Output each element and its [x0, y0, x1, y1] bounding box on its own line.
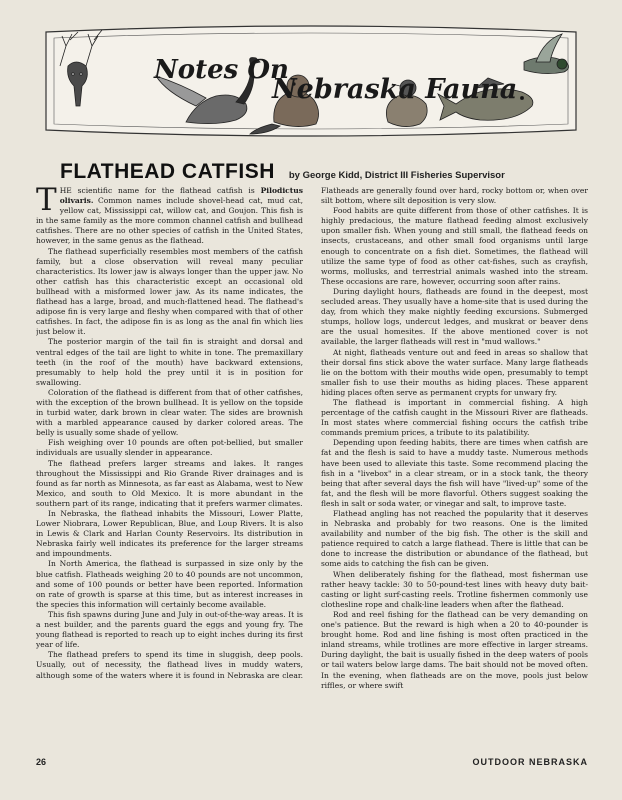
- article-paragraph: Food habits are quite different from those of other catfishes. It is highly predacious, the mature flathead feeding almost exclusively upon smaller fish. When young and still small, the flathead feeds on insects, crustaceans, and other small food organisms until large enough to concentrate on a fish diet. Sometimes, the flathead will utilize the same type of food as other cat-fishes, such as crayfish, worms, mollusks, and terrestrial animals washed into the stream. These occasions are rare, however, occurring soon after rains.: [321, 206, 588, 286]
- article-paragraph: Depending upon feeding habits, there are times when catfish are fat and the flesh is said to have a muddy taste. Numerous methods have been used to alleviate this taste. Some recommend placing the fish in a "livebox" in a clear stream, or in a stock tank, the theory being that after several days the fish will have "lived-up" some of the fat, and the flesh will be more flavorful. Others suggest soaking the flesh in salt or soda water, or vinegar and salt, to improve taste.: [321, 438, 588, 508]
- scientific-name: Pilodictus olivaris.: [59, 186, 303, 206]
- article-paragraph: The posterior margin of the tail fin is straight and dorsal and ventral edges of the tail are light to white in tone. The premaxillary teeth (in the roof of the mouth) have backward extensions, presumably to help hold the prey until it is in position for swallowing.: [36, 337, 303, 387]
- article-paragraph: At night, flatheads venture out and feed in areas so shallow that their dorsal fins stick above the water surface. Many large flatheads lie on the bottom with their mouths wide open, presumably to tempt smaller fish to use their mouths as hiding places. These apparent hiding places often serve as permanent crypts for unwary fry.: [321, 347, 588, 397]
- article-body: [36, 186, 588, 750]
- article-paragraph: THE scientific name for the flathead catfish is Pilodictus olivaris. Common names include shovel-head cat, mud cat, yellow cat, Mississippi cat, willow cat, and Goujon. This fish is in the same family as the more common channel catfish and bullhead catfishes. There are no other species of catfish in the United States, however, in the same genus as the flathead.: [36, 186, 303, 246]
- article-header: [60, 160, 580, 184]
- article-paragraph: This fish spawns during June and July in out-of-the-way areas. It is a nest builder, and the parents guard the eggs and young fry. The young flathead is reported to reach up to eight inches during its first year of life.: [36, 609, 303, 650]
- article-paragraph: Flathead angling has not reached the popularity that it deserves in Nebraska and probably for two reasons. One is the limited availability and number of the big fish. The other is the skill and patience required to catch a large flathead. There is little that can be done to increase the distribution or abundance of the flathead, but some aids to catching the fish can be given.: [321, 509, 588, 569]
- banner-title-part2: Nebraska Fauna: [272, 74, 518, 105]
- article-paragraph: In Nebraska, the flathead inhabits the Missouri, Lower Platte, Lower Niobrara, Lower Republican, Blue, and Loup Rivers. It is also in Lewis & Clark and Harlan County Reservoirs. Its distribution in Nebraska fairly well indicates its preference for the larger streams and impoundments.: [36, 509, 303, 559]
- article-paragraph: The flathead is important in commercial fishing. A high percentage of the catfish caught in the Missouri River are flatheads. In most states where commercial fishing occurs the catfish tribe commands premium prices, a tribute to its palatibility.: [321, 397, 588, 438]
- article-byline: by George Kidd, District III Fisheries Supervisor: [288, 170, 505, 181]
- article-paragraph: Fish weighing over 10 pounds are often pot-bellied, but smaller individuals are usually slender in appearance.: [36, 438, 303, 458]
- article-paragraph: Rod and reel fishing for the flathead can be very demanding on one's patience. But the reward is high when a 20 to 40-pounder is brought home. Rod and line fishing is most often practiced in the inland streams, while trotlines are more effective in larger streams. During daylight, the bait is usually fished in the deep waters of pools or tail waters below large dams. The bait should not be moved often. In the evening, when flatheads are on the move, pools just below riffles, or where swift: [321, 609, 588, 690]
- article-paragraph: The flathead prefers to spend its time in sluggish, deep pools. Usually, out of necessity, the flathead lives in muddy waters, although some of the waters where it is found in Nebraska are clear. Flatheads are generally found over hard, rocky bottom or, when over silt bottom, where silt deposition is very slow.: [36, 186, 588, 680]
- magazine-name: OUTDOOR NEBRASKA: [472, 757, 588, 767]
- article-paragraph: During daylight hours, flatheads are found in the deepest, most secluded areas. They usually have a home-site that is used during the day, from which they make nightly feeding excursions. Submerged stumps, hollow logs, undercut ledges, and muskrat or beaver dens are the usual homesites. If the above mentioned cover is not available, the larger flatheads will rest in "mud wallows.": [321, 286, 588, 347]
- banner-title-part1: Notes On: [154, 55, 289, 85]
- article-paragraph: When deliberately fishing for the flathead, most fisherman use rather heavy tackle: 30 to 50-pound-test lines with heavy duty bait-casting or light surf-casting reels. Trotline fishermen commonly use clothesline rope and chalk-line leaders when after the flathead.: [321, 569, 588, 609]
- article-paragraph: In North America, the flathead is surpassed in size only by the blue catfish. Flatheads weighing 20 to 40 pounds are not uncommon, and some of 100 pounds or better have been reported. Information on rate of growth is sparse at this time, but as interest increases in the species this information will certainly become available.: [36, 559, 303, 609]
- article-paragraph: The flathead prefers larger streams and lakes. It ranges throughout the Mississippi and Rio Grande River drainages and is found as far north as Minnesota, as far east as Alabama, west to New Mexico, and south to Old Mexico. It is more abundant in the southern part of its range, indicating that it prefers warmer climates.: [36, 458, 303, 508]
- article-paragraph: The flathead superficially resembles most members of the catfish family, but a close observation will reveal many peculiar characteristics. Its lower jaw is always longer than the upper jaw. No other catfish has this characteristic except an occasional old bullhead with a misformed lower jaw. As its name indicates, the flathead has a large, broad, and much-flattened head. The flathead's adipose fin is very large and fleshy when compared with that of other catfishes. In fact, the adipose fin is as long as the anal fin which lies just below it.: [36, 246, 303, 337]
- drop-cap: T: [36, 186, 57, 218]
- fauna-banner: [36, 22, 586, 140]
- page-footer: [36, 757, 588, 771]
- page-number: 26: [36, 757, 47, 767]
- banner-illustration: [36, 22, 586, 140]
- article-title: FLATHEAD CATFISH: [60, 160, 275, 183]
- article-paragraph: Coloration of the flathead is different from that of other catfishes, with the exception of the brown bullhead. It is yellow on the topside in turbid water, dark brown in clear water. The sides are brownish with a marbled appearance caused by darker colored areas. The belly is usually some shade of yellow.: [36, 387, 303, 438]
